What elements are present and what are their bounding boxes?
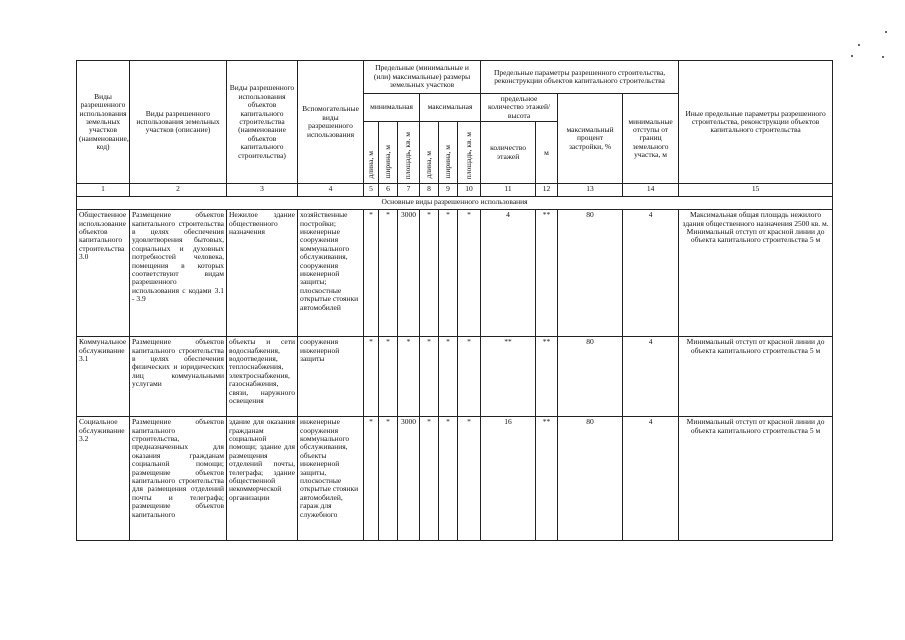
header-land-use-name: Виды разрешенного использования земельных участков (наименование, код): [77, 61, 130, 184]
cell-use-name: Общественное использование объектов капитального строительства 3.0: [77, 210, 130, 337]
cell-min-length: *: [364, 417, 379, 541]
col-num: 6: [379, 184, 398, 197]
col-num: 4: [298, 184, 364, 197]
header-min-length: длина, м: [364, 122, 379, 184]
col-num: 13: [558, 184, 623, 197]
header-min-setback: минимальные отступы от границ земельного участка, м: [623, 94, 679, 184]
col-num: 10: [458, 184, 481, 197]
header-min: минимальная: [364, 94, 420, 122]
cell-max-area: *: [458, 337, 481, 417]
zoning-regulations-table: [76, 60, 833, 541]
cell-min-area: *: [398, 337, 420, 417]
cell-objects: Нежилое здание общественного назначения: [227, 210, 298, 337]
cell-min-area: 3000: [398, 210, 420, 337]
header-other-params: Иные предельные параметры разрешенного строительства, реконструкции объектов капитального строительства: [679, 61, 833, 184]
cell-max-length: *: [420, 417, 439, 541]
cell-floors: **: [481, 337, 536, 417]
cell-coverage: 80: [558, 337, 623, 417]
header-land-size-group: Предельные (минимальные и (или) максимальные) размеры земельных участков: [364, 61, 481, 94]
header-land-use-desc: Виды разрешенного использования земельных участков (описание): [130, 61, 227, 184]
cell-objects: объекты и сети водоснабжения, водоотведения, теплоснабжения, электроснабжения, газоснабжения, связи, наружного освещения: [227, 337, 298, 417]
cell-use-desc: Размещение объектов капитального строительства в целях обеспечения удовлетворения бытовых, социальных и духовных потребностей человека, помещения в которых соответствуют видам разрешенного использования с кодами 3.1 - 3.9: [130, 210, 227, 337]
cell-floors: 4: [481, 210, 536, 337]
cell-min-length: *: [364, 210, 379, 337]
cell-height: **: [536, 417, 558, 541]
header-min-area: площадь, кв. м: [398, 122, 420, 184]
col-num: 1: [77, 184, 130, 197]
col-num: 11: [481, 184, 536, 197]
header-floors-height: предельное количество этажей/высота: [481, 94, 558, 122]
cell-max-length: *: [420, 210, 439, 337]
cell-min-width: *: [379, 417, 398, 541]
header-build-params-group: Предельные параметры разрешенного строительства, реконструкции объектов капитального строительства: [481, 61, 679, 94]
header-floor-count: количество этажей: [481, 122, 536, 184]
cell-max-area: *: [458, 417, 481, 541]
cell-max-length: *: [420, 337, 439, 417]
cell-setback: 4: [623, 417, 679, 541]
column-number-row: [77, 184, 833, 197]
header-max-width: ширина, м: [439, 122, 458, 184]
cell-use-desc: Размещение объектов капитального строительства в целях обеспечения физических и юридических лиц коммунальными услугами: [130, 337, 227, 417]
col-num: 14: [623, 184, 679, 197]
cell-max-width: *: [439, 337, 458, 417]
col-num: 2: [130, 184, 227, 197]
cell-objects: здание для оказания гражданам социальной помощи; здание для размещения отделений почты, телеграфа; здание общественной некоммерческой организации: [227, 417, 298, 541]
cell-min-area: 3000: [398, 417, 420, 541]
cell-use-name: Коммунальное обслуживание 3.1: [77, 337, 130, 417]
header-object-use: Виды разрешенного использования объектов капитального строительства (наименование объектов капитального строительства): [227, 61, 298, 184]
cell-other: Минимальный отступ от красной линии до объекта капитального строительства 5 м: [679, 337, 833, 417]
cell-coverage: 80: [558, 417, 623, 541]
cell-max-width: *: [439, 417, 458, 541]
col-num: 3: [227, 184, 298, 197]
cell-other: Максимальная общая площадь нежилого здания общественного назначения 2500 кв. м. Минимальный отступ от красной линии до объекта капитального строительства 5 м: [679, 210, 833, 337]
col-num: 9: [439, 184, 458, 197]
section-title: Основные виды разрешенного использования: [77, 197, 833, 210]
cell-max-width: *: [439, 210, 458, 337]
cell-auxiliary: инженерные сооружения коммунального обслуживания, объекты инженерной защиты, плоскостные открытые стоянки автомобилей, гараж для служебного: [298, 417, 364, 541]
header-max-area: площадь, кв. м: [458, 122, 481, 184]
cell-use-name: Социальное обслуживание 3.2: [77, 417, 130, 541]
col-num: 12: [536, 184, 558, 197]
header-auxiliary-use: Вспомогательные виды разрешенного использования: [298, 61, 364, 184]
cell-height: **: [536, 210, 558, 337]
header-row-1: [77, 61, 833, 94]
header-max-coverage: максимальный процент застройки, %: [558, 94, 623, 184]
table-row: [77, 417, 833, 541]
cell-min-width: *: [379, 210, 398, 337]
cell-auxiliary: сооружения инженерной защиты: [298, 337, 364, 417]
table-row: [77, 210, 833, 337]
col-num: 5: [364, 184, 379, 197]
section-row: [77, 197, 833, 210]
cell-setback: 4: [623, 210, 679, 337]
cell-use-desc: Размещение объектов капитального строительства, предназначенных для оказания гражданам социальной помощи; размещение объектов капитального строительства для размещения отделений почты и телеграфа; размещение объектов капитального: [130, 417, 227, 541]
header-max-length: длина, м: [420, 122, 439, 184]
cell-coverage: 80: [558, 210, 623, 337]
header-min-width: ширина, м: [379, 122, 398, 184]
header-height-m: м: [536, 122, 558, 184]
table-row: [77, 337, 833, 417]
cell-other: Минимальный отступ от красной линии до объекта капитального строительства 5 м: [679, 417, 833, 541]
cell-max-area: *: [458, 210, 481, 337]
cell-height: **: [536, 337, 558, 417]
cell-floors: 16: [481, 417, 536, 541]
col-num: 8: [420, 184, 439, 197]
col-num: 15: [679, 184, 833, 197]
header-max: максимальная: [420, 94, 481, 122]
cell-auxiliary: хозяйственные постройки; инженерные сооружения коммунального обслуживания, сооружения инженерной защиты; плоскостные открытые стоянки автомобилей: [298, 210, 364, 337]
cell-min-length: *: [364, 337, 379, 417]
cell-min-width: *: [379, 337, 398, 417]
col-num: 7: [398, 184, 420, 197]
cell-setback: 4: [623, 337, 679, 417]
